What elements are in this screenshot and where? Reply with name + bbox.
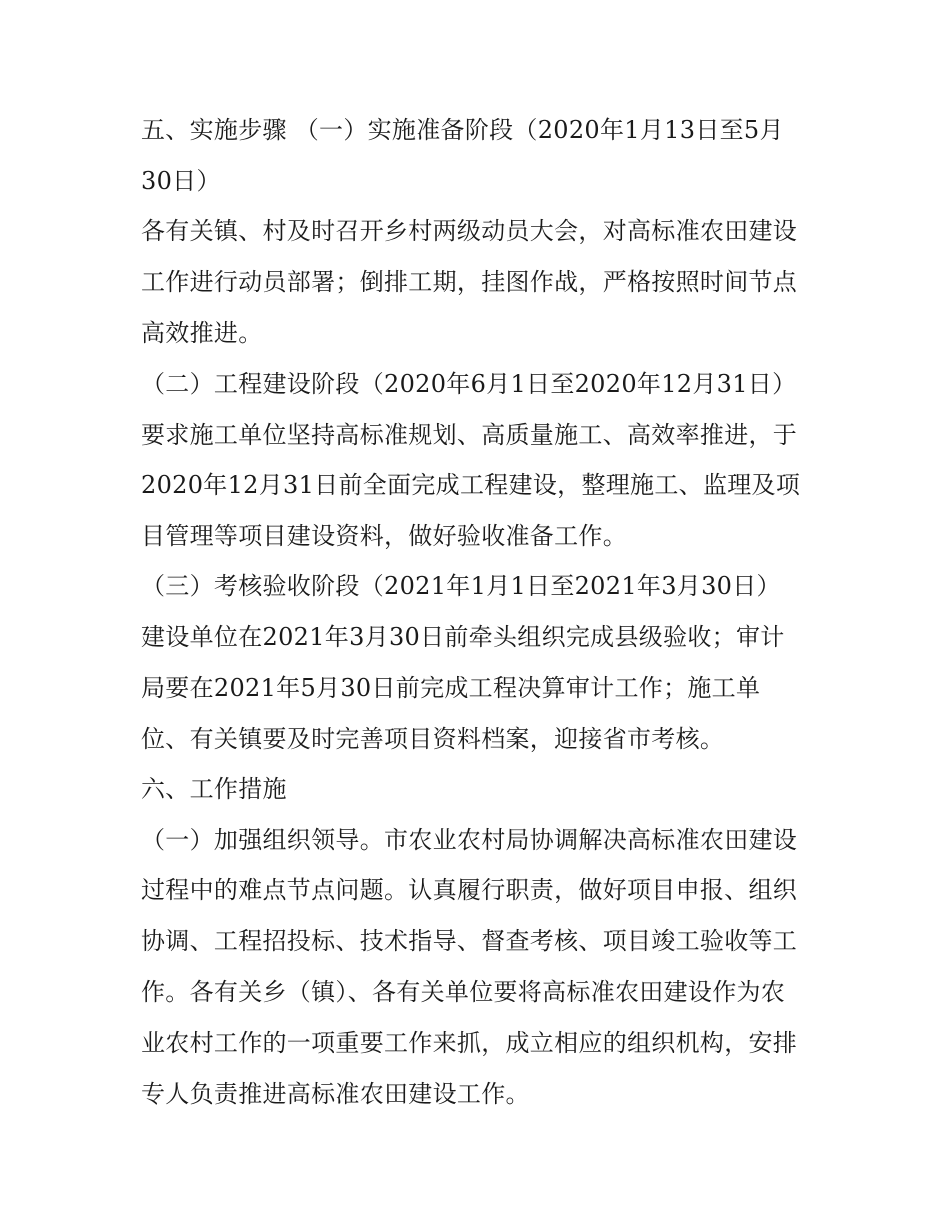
body-line: 2020年12月31日前全面完成工程建设，整理施工、监理及项 xyxy=(141,471,801,499)
section-5-heading-line-cont: 30日） xyxy=(141,167,221,195)
body-line: 高效推进。 xyxy=(141,319,263,347)
body-line: 建设单位在2021年3月30日前牵头组织完成县级验收；审计 xyxy=(141,623,785,651)
section-6-heading: 六、工作措施 xyxy=(141,775,287,803)
body-line: 目管理等项目建设资料，做好验收准备工作。 xyxy=(141,522,627,550)
body-line: 要求施工单位坚持高标准规划、高质量施工、高效率推进，于 xyxy=(141,421,798,449)
subsection-heading-3: （三）考核验收阶段（2021年1月1日至2021年3月30日） xyxy=(141,572,781,600)
body-line: 各有关镇、村及时召开乡村两级动员大会，对高标准农田建设 xyxy=(141,217,798,245)
body-line: 局要在2021年5月30日前完成工程决算审计工作；施工单 xyxy=(141,674,761,702)
body-line: 过程中的难点节点问题。认真履行职责，做好项目申报、组织 xyxy=(141,876,798,904)
body-line: 作。各有关乡（镇）、各有关单位要将高标准农田建设作为农 xyxy=(141,978,786,1006)
body-line: 业农村工作的一项重要工作来抓，成立相应的组织机构，安排 xyxy=(141,1029,798,1057)
body-line: （一）加强组织领导。市农业农村局协调解决高标准农田建设 xyxy=(141,826,798,854)
subsection-heading-2: （二）工程建设阶段（2020年6月1日至2020年12月31日） xyxy=(141,370,797,398)
body-line: 位、有关镇要及时完善项目资料档案，迎接省市考核。 xyxy=(141,725,725,753)
body-line: 协调、工程招投标、技术指导、督查考核、项目竣工验收等工 xyxy=(141,927,798,955)
section-5-heading-line: 五、实施步骤 （一）实施准备阶段（2020年1月13日至5月 xyxy=(141,116,784,144)
body-line: 专人负责推进高标准农田建设工作。 xyxy=(141,1080,530,1108)
body-line: 工作进行动员部署；倒排工期，挂图作战，严格按照时间节点 xyxy=(141,268,798,296)
